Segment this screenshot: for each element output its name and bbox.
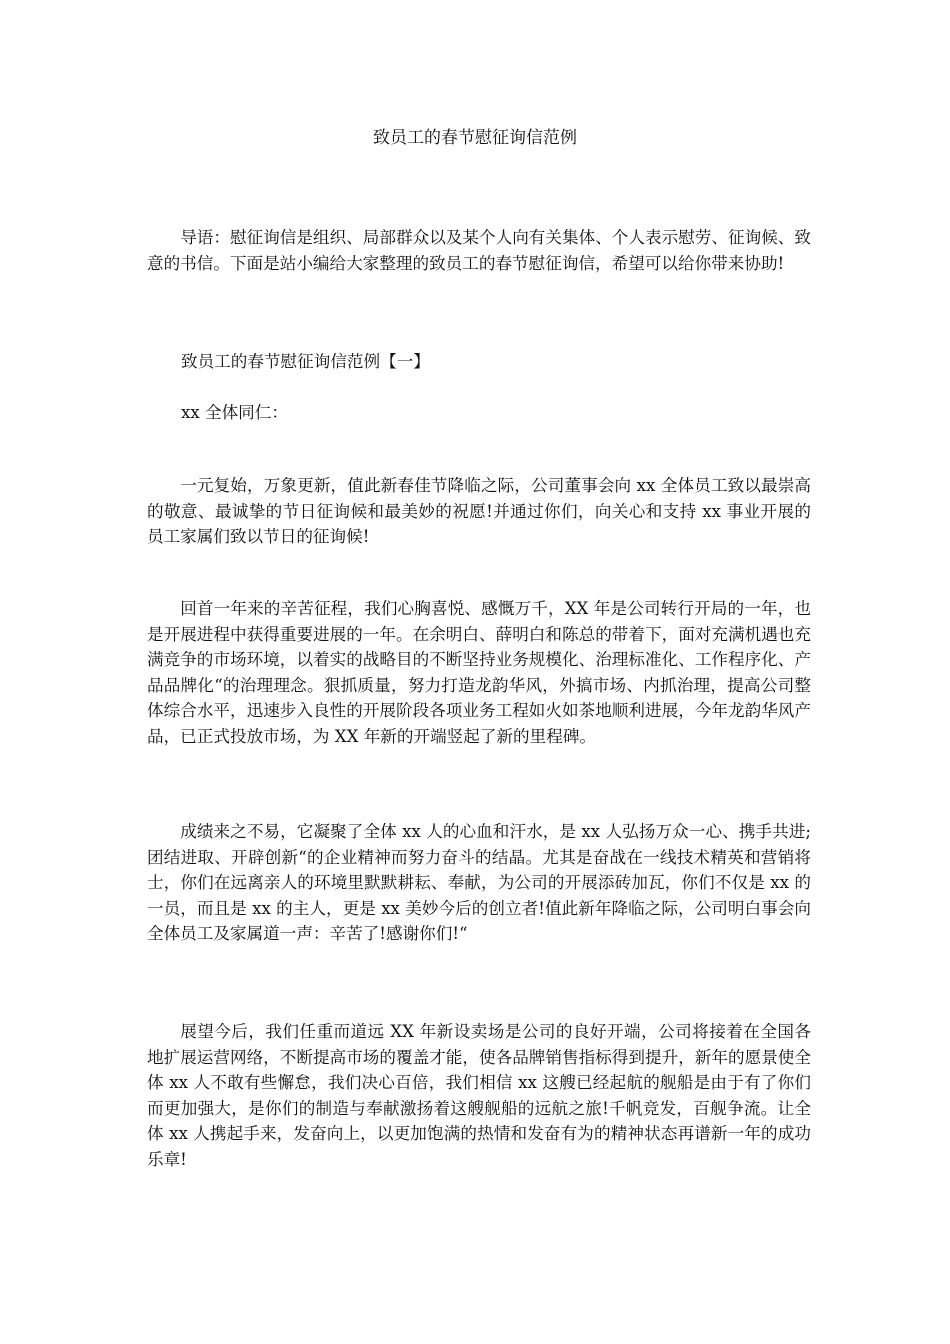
body-paragraph: 回首一年来的辛苦征程，我们心胸喜悦、感慨万千，XX 年是公司转行开局的一年，也是开展进程中获得重要进展的一年。在余明白、薛明白和陈总的带着下，面对充满机遇也充满竞争的市场环境，以着实的战略目的不断坚持业务规模化、治理标准化、工作程序化、产品品牌化“的治理理念。狠抓质量，努力打造龙韵华风，外搞市场、内抓治理，提高公司整体综合水平，迅速步入良性的开展阶段各项业务工程如火如茶地顺利进展，今年龙韵华风产品，已正式投放市场，为 XX 年新的开端竖起了新的里程碑。 [147,599,811,746]
intro-paragraph: 导语：慰征询信是组织、局部群众以及某个人向有关集体、个人表示慰劳、征询候、致意的书信。下面是站小编给大家整理的致员工的春节慰征询信，希望可以给你带来协助! [147,228,811,273]
body-paragraph: 一元复始，万象更新，值此新春佳节降临之际，公司董事会向 xx 全体员工致以最崇高的敬意、最诚挚的节日征询候和最美妙的祝愿!并通过你们，向关心和支持 xx 事业开展的员工家属们致以节日的征询候! [147,476,811,547]
section-heading: 致员工的春节慰征询信范例【一】 [181,352,430,371]
document-title: 致员工的春节慰征询信范例 [373,128,577,148]
body-paragraph: 成绩来之不易，它凝聚了全体 xx 人的心血和汗水，是 xx 人弘扬万众一心、携手共进;团结进取、开辟创新“的企业精神而努力奋斗的结晶。尤其是奋战在一线技术精英和营销将士，你们在远离亲人的环境里默默耕耘、奉献，为公司的开展添砖加瓦，你们不仅是 xx 的一员，而且是 xx 的主人，更是 xx 美妙今后的创立者!值此新年降临之际，公司明白事会向全体员工及家属道一声：辛苦了!感谢你们!“ [147,822,811,944]
salutation: xx 全体同仁： [181,403,288,422]
body-paragraph: 展望今后，我们任重而道远 XX 年新设卖场是公司的良好开端，公司将接着在全国各地扩展运营网络，不断提高市场的覆盖才能，使各品牌销售指标得到提升，新年的愿景使全体 xx 人不敢有些懈怠，我们决心百倍，我们相信 xx 这艘已经起航的舰船是由于有了你们而更加强大，是你们的制造与奉献激扬着这艘舰船的远航之旅!千帆竞发，百舰争流。让全体 xx 人携起手来，发奋向上，以更加饱满的热情和发奋有为的精神状态再谱新一年的成功乐章! [147,1022,811,1169]
